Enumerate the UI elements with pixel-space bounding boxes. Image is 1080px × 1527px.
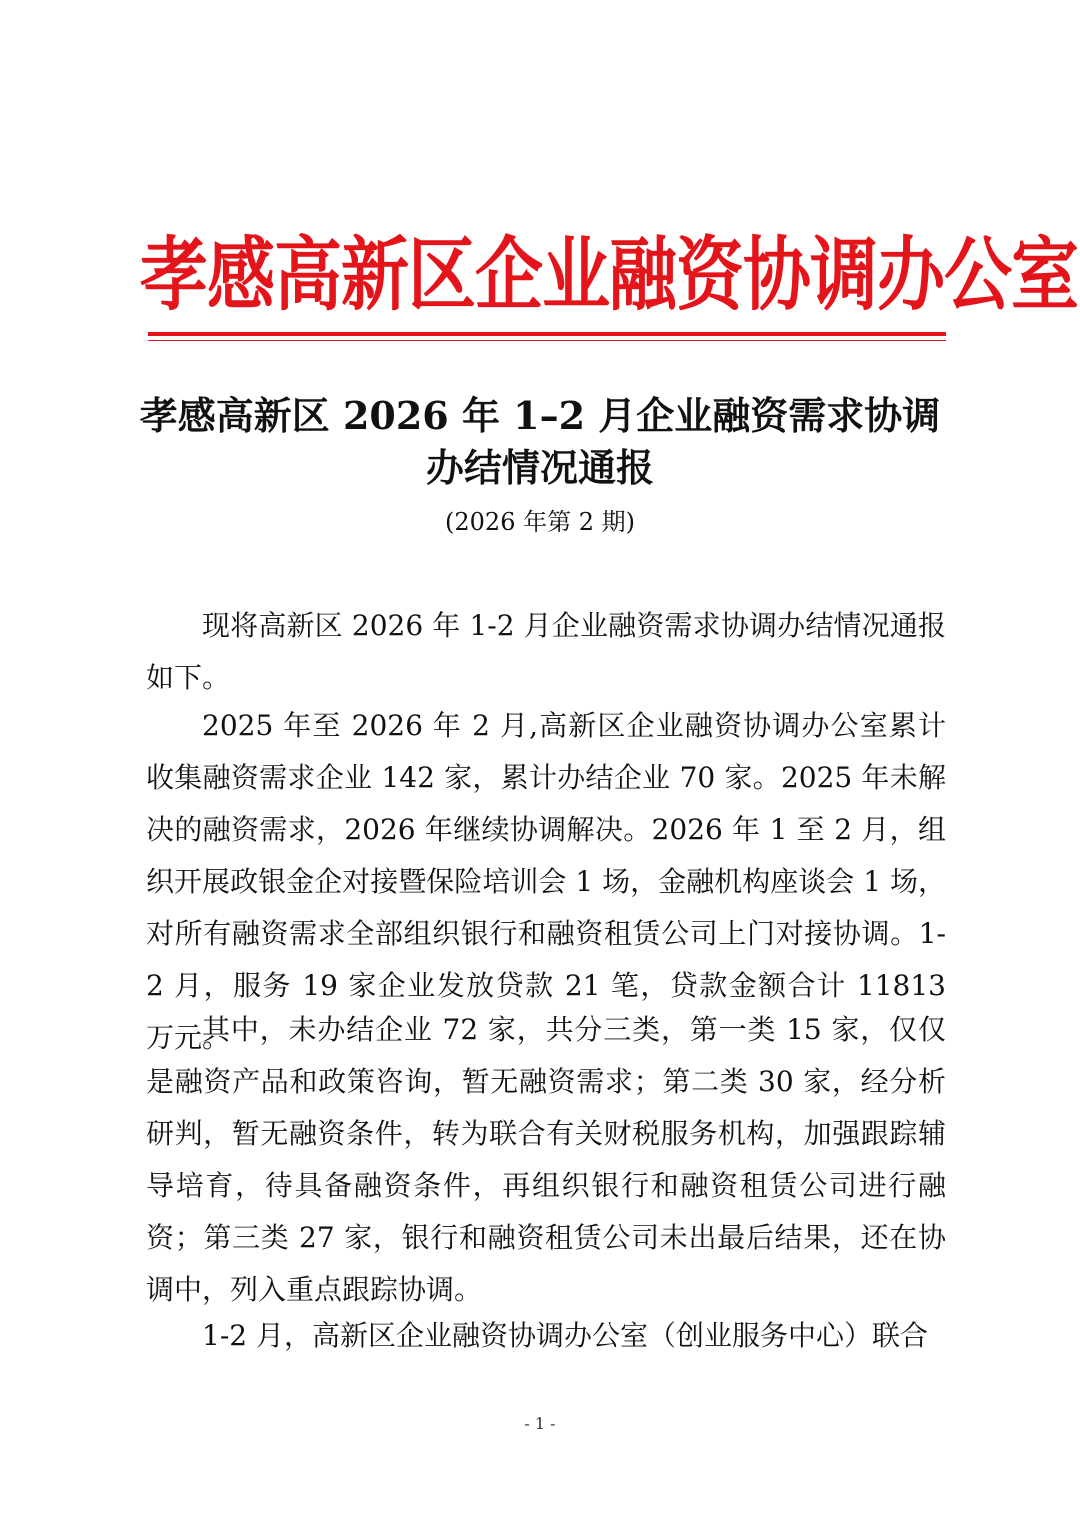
document-title-line-1: 孝感高新区 2026 年 1–2 月企业融资需求协调 <box>139 393 941 438</box>
body-paragraph-4: 1-2 月，高新区企业融资协调办公室（创业服务中心）联合 <box>202 1319 928 1352</box>
page-number: - 1 - <box>524 1414 556 1433</box>
body-paragraph-2: 2025 年至 2026 年 2 月,高新区企业融资协调办公室累计收集融资需求企业 142 家，累计办结企业 70 家。2025 年未解决的融资需求，2026 年继续协调解决。2026 年 1 至 2 月，组织开展政银金企对接暨保险培训会 1 场，金融机构座谈会 1 场，对所有融资需求全部组织银行和融资租赁公司上门对接协调。1-2 月，服务 19 家企业发放贷款 21 笔，贷款金额合计 11813 万元。 <box>146 709 946 1054</box>
masthead-office-name: 孝感高新区企业融资协调办公室 <box>140 228 1079 323</box>
issue-number: (2026 年第 2 期) <box>445 508 635 536</box>
masthead-red-rule-thin <box>148 340 946 341</box>
body-paragraph-1: 现将高新区 2026 年 1-2 月企业融资需求协调办结情况通报如下。 <box>146 609 946 694</box>
document-title-line-2: 办结情况通报 <box>425 445 654 490</box>
body-paragraph-3: 其中，未办结企业 72 家，共分三类，第一类 15 家，仅仅是融资产品和政策咨询，暂无融资需求；第二类 30 家，经分析研判，暂无融资条件，转为联合有关财税服务机构，加强跟踪辅导培育，待具备融资条件，再组织银行和融资租赁公司进行融资；第三类 27 家，银行和融资租赁公司未出最后结果，还在协调中，列入重点跟踪协调。 <box>146 1013 946 1306</box>
masthead-red-rule-thick <box>148 332 946 336</box>
